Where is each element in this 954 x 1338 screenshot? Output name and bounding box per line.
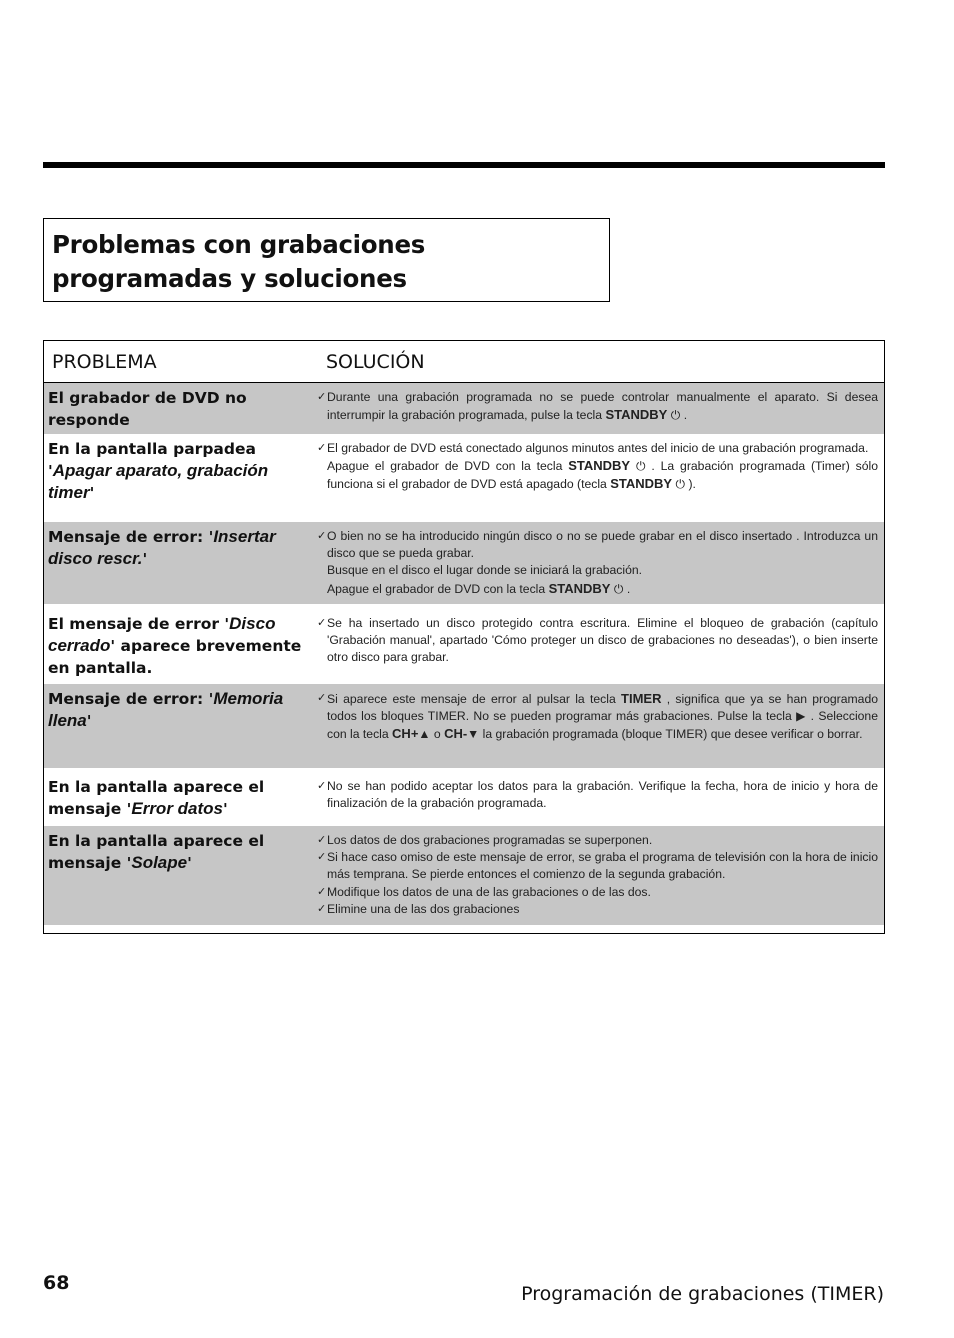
- solution-cell: [312, 772, 884, 826]
- solution-cell: [312, 684, 884, 768]
- standby-key: STANDBY: [568, 458, 631, 474]
- solution-line: ✓ El grabador de DVD está conectado algunos minutos antes del inicio de una grabación programada.: [318, 440, 878, 457]
- checkmark-icon: ✓: [317, 442, 327, 454]
- power-icon: ⏻: [675, 477, 686, 492]
- solution-cell: [312, 609, 884, 684]
- top-rule: [43, 162, 885, 168]
- problem-message: Solape: [131, 853, 188, 872]
- table-row: [44, 826, 884, 925]
- problem-cell: Mensaje de error: 'Insertar disco rescr.': [48, 527, 276, 568]
- solution-line: ✓ No se han podido aceptar los datos para la grabación. Verifique la fecha, hora de inicio y hora de finalización de la grabación programada.: [317, 779, 878, 811]
- problem-text: El grabador de DVD no responde: [48, 389, 247, 429]
- header-problem: PROBLEMA: [52, 351, 157, 373]
- solution-cell: [312, 434, 884, 522]
- solution-line: ✓ Los datos de dos grabaciones programadas se superponen.: [318, 832, 878, 849]
- problem-message: Error datos: [131, 799, 223, 818]
- solution-line: ✓ Elimine una de las dos grabaciones: [318, 901, 878, 918]
- solution-line: ✓ Si aparece este mensaje de error al pulsar la tecla TIMER , significa que ya se han programado todos los bloques TIMER. No se pueden programar más grabaciones. Pulse la tecla ▶ . Seleccione con la tecla CH+▲ o CH-▼ la grabación programada (bloque TIMER) que desee verificar o borrar.: [317, 691, 878, 742]
- solution-line: ✓ Si hace caso omiso de este mensaje de error, se graba el programa de televisión con la hora de inicio más temprana. Se pierde entonces el comienzo de la segunda grabación.: [317, 850, 878, 882]
- section-title: Problemas con grabaciones programadas y soluciones: [52, 230, 426, 293]
- standby-key: STANDBY: [610, 476, 673, 492]
- checkmark-icon: ✓: [317, 885, 327, 898]
- problem-cell: En la pantalla aparece el mensaje 'Solape': [48, 832, 265, 872]
- problem-message: Memoria llena: [48, 689, 284, 730]
- section-title-box: [43, 218, 610, 302]
- checkmark-icon: ✓: [317, 834, 327, 846]
- checkmark-icon: ✓: [317, 902, 327, 915]
- power-icon: ⏻: [670, 408, 681, 423]
- solution-line: ✓ Se ha insertado un disco protegido contra escritura. Elimine el bloqueo de grabación (capítulo 'Grabación manual', apartado 'Cómo proteger un disco de grabaciones no deseadas'), o bien inserte otro disco para grabar.: [317, 616, 878, 665]
- table-row: [44, 434, 884, 522]
- table-row: [44, 383, 884, 434]
- checkmark-icon: ✓: [317, 692, 327, 704]
- solution-line: Apague el grabador de DVD con la tecla STANDBY ⏻ . La grabación programada (Timer) sólo funciona si el grabador de DVD está apagado (tecla STANDBY ⏻ ).: [327, 458, 878, 492]
- table-bottom: [44, 925, 884, 934]
- solution-line: Apague el grabador de DVD con la tecla STANDBY ⏻ .: [327, 580, 631, 596]
- solution-cell: [312, 522, 884, 604]
- table-header: [44, 341, 884, 383]
- power-icon: ⏻: [635, 459, 646, 474]
- table-row: [44, 522, 884, 604]
- problem-message: Disco cerrado: [48, 614, 276, 655]
- solution-cell: [312, 383, 884, 434]
- power-icon: ⏻: [613, 581, 624, 596]
- triangle-down-icon: ▼: [467, 727, 480, 742]
- solution-cell: [312, 826, 884, 925]
- problem-cell: El mensaje de error 'Disco cerrado' aparece brevemente en pantalla.: [48, 614, 302, 677]
- checkmark-icon: ✓: [317, 617, 327, 629]
- ch-minus-key: CH-: [444, 726, 468, 742]
- checkmark-icon: ✓: [317, 851, 327, 864]
- standby-key: STANDBY: [548, 580, 611, 596]
- solution-line: ✓ O bien no se ha introducido ningún disco o no se puede grabar en el disco insertado . Introduzca un disco que se pueda grabar.: [317, 529, 878, 561]
- problem-message: Apagar aparato, grabación timer: [48, 461, 269, 502]
- triangle-up-icon: ▲: [418, 727, 431, 742]
- checkmark-icon: ✓: [317, 391, 327, 403]
- play-right-icon: ▶: [796, 709, 807, 724]
- problem-message: Insertar disco rescr.: [48, 527, 276, 568]
- table-row: [44, 604, 884, 684]
- table-row: [44, 684, 884, 768]
- troubleshooting-table: [43, 340, 885, 934]
- standby-key: STANDBY: [605, 407, 668, 423]
- checkmark-icon: ✓: [317, 530, 327, 542]
- problem-cell: En la pantalla parpadea 'Apagar aparato, grabación timer': [48, 440, 269, 502]
- problem-cell: Mensaje de error: 'Memoria llena': [48, 689, 284, 730]
- solution-line: ✓ Durante una grabación programada no se puede controlar manualmente el aparato. Si desea interrumpir la grabación programada, pulse la tecla STANDBY ⏻ .: [317, 390, 878, 423]
- header-solution: SOLUCIÓN: [326, 351, 425, 373]
- page-number: 68: [43, 1272, 70, 1294]
- checkmark-icon: ✓: [317, 780, 327, 792]
- footer-chapter-title: Programación de grabaciones (TIMER): [521, 1283, 884, 1305]
- solution-line: ✓ Modifique los datos de una de las grabaciones o de las dos.: [318, 884, 878, 901]
- problem-cell: [44, 383, 312, 434]
- timer-key: TIMER: [621, 691, 662, 706]
- problem-cell: En la pantalla aparece el mensaje 'Error datos': [48, 778, 265, 818]
- solution-line: Busque en el disco el lugar donde se iniciará la grabación.: [327, 563, 643, 578]
- ch-plus-key: CH+: [392, 726, 419, 742]
- table-row: [44, 768, 884, 826]
